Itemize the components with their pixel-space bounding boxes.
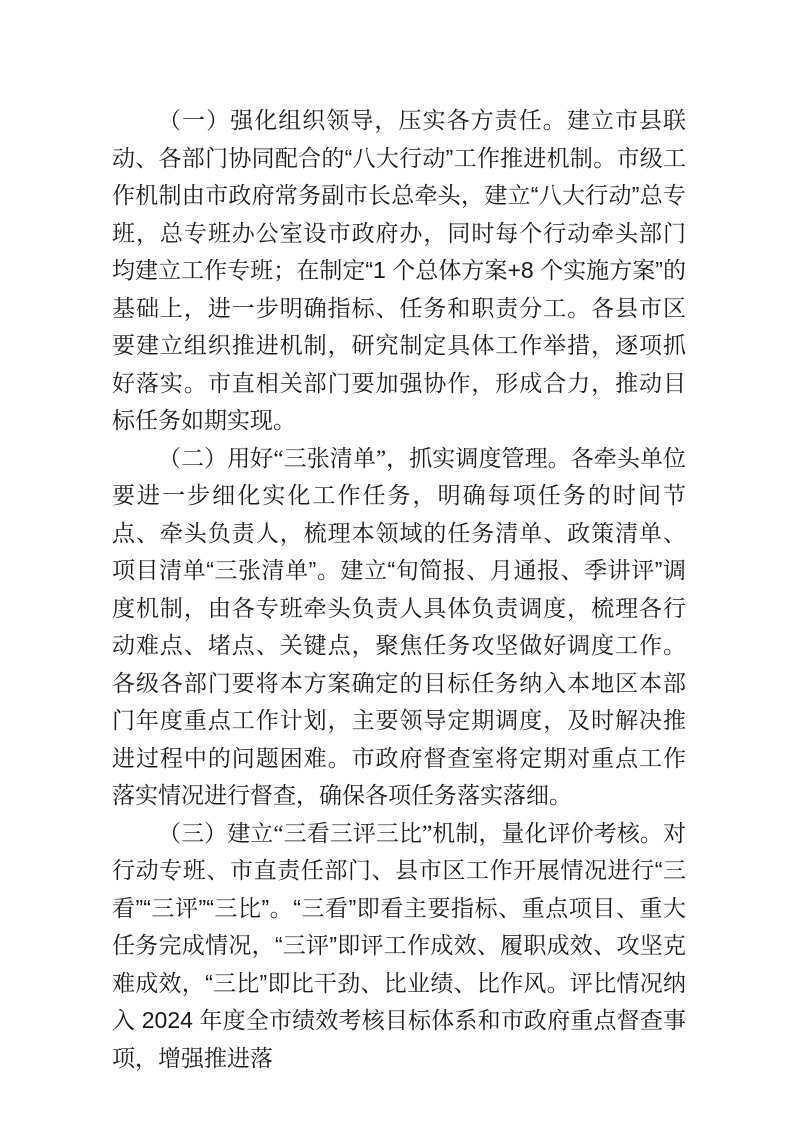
document-paragraph bbox=[112, 102, 686, 440]
paragraph-heading: （三）建立“三看三评三比”机制，量化评价考核。 bbox=[158, 820, 663, 846]
document-content bbox=[112, 102, 686, 1077]
paragraph-body: 建立市县联动、各部门协同配合的“八大行动”工作推进机制。市级工作机制由市政府常务副市长总牵头，建立“八大行动”总专班，总专班办公室设市政府办，同时每个行动牵头部门均建立工作专班；在制定“1 个总体方案+8 个实施方案”的基础上，进一步明确指标、任务和职责分工。各县市区要建立组织推进机制，研究制定具体工作举措，逐项抓好落实。市直相关部门要加强协作，形成合力，推动目标任务如期实现。 bbox=[112, 107, 687, 433]
paragraph-heading: （二）用好“三张清单”，抓实调度管理。 bbox=[158, 445, 571, 471]
paragraph-body: 各牵头单位要进一步细化实化工作任务，明确每项任务的时间节点、牵头负责人，梳理本领域的任务清单、政策清单、项目清单“三张清单”。建立“旬简报、月通报、季讲评”调度机制，由各专班牵头负责人具体负责调度，梳理各行动难点、堵点、关键点，聚焦任务攻坚做好调度工作。各级各部门要将本方案确定的目标任务纳入本地区本部门年度重点工作计划，主要领导定期调度，及时解决推进过程中的问题困难。市政府督查室将定期对重点工作落实情况进行督查，确保各项任务落实落细。 bbox=[112, 444, 687, 808]
document-paragraph bbox=[112, 815, 686, 1078]
paragraph-heading: （一）强化组织领导，压实各方责任。 bbox=[158, 108, 567, 133]
document-paragraph bbox=[112, 440, 686, 815]
paragraph-body: 对行动专班、市直责任部门、县市区工作开展情况进行“三看”“三评”“三比”。“三看”即看主要指标、重点项目、重大任务完成情况，“三评”即评工作成效、履职成效、攻坚克难成效，“三比”即比干劲、比业绩、比作风。评比情况纳入 2024 年度全市绩效考核目标体系和市政府重点督查事项，增强推进落 bbox=[112, 819, 686, 1071]
